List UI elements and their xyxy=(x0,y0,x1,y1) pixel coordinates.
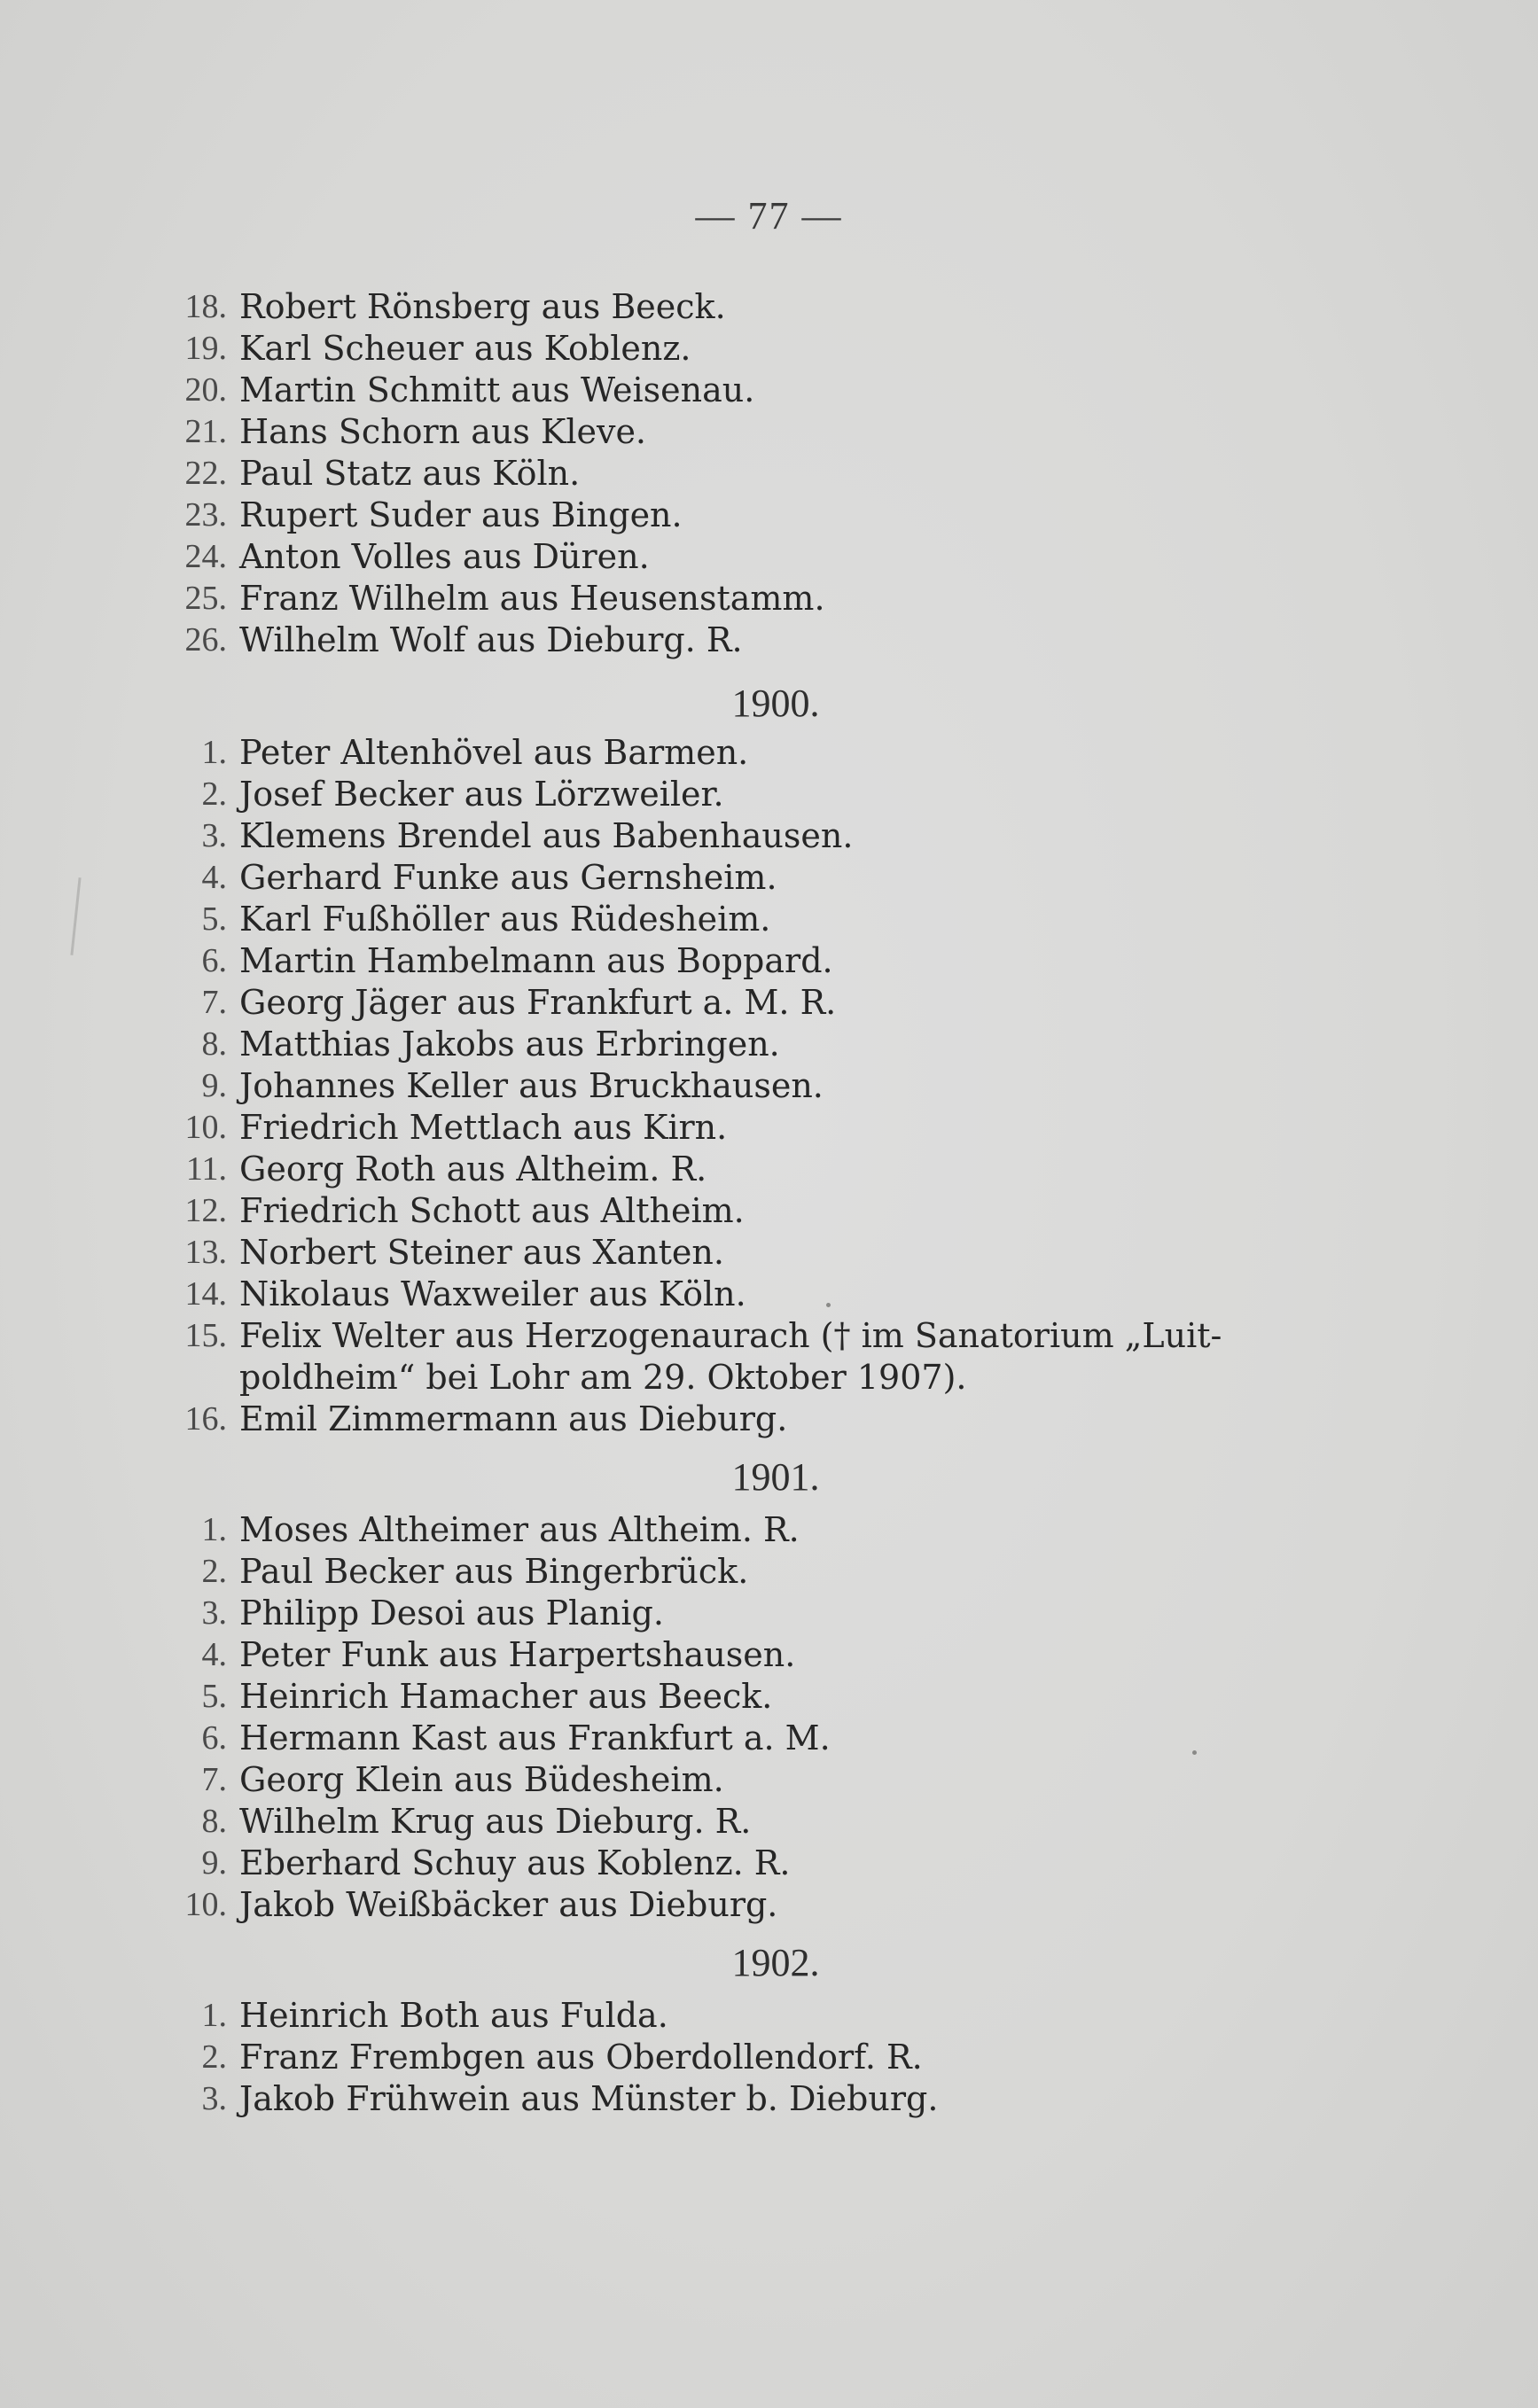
entry-number: 9. xyxy=(201,1067,227,1104)
entry-text: Martin Hambelmann aus Boppard. xyxy=(239,941,833,980)
list-item xyxy=(142,411,1294,453)
entry-number: 5. xyxy=(201,1678,227,1715)
entry-number: 13. xyxy=(184,1234,227,1271)
entry-number: 23. xyxy=(184,496,227,534)
list-item xyxy=(142,982,1294,1024)
list-item xyxy=(142,1884,1294,1926)
entry-text: Peter Funk aus Harpertshausen. xyxy=(239,1635,796,1674)
list-item xyxy=(142,1399,1294,1440)
entry-text: Gerhard Funke aus Gernsheim. xyxy=(239,858,777,897)
entry-text: Philipp Desoi aus Planig. xyxy=(239,1594,664,1633)
entry-text: Martin Schmitt aus Weisenau. xyxy=(239,370,755,409)
entry-text: Josef Becker aus Lörzweiler. xyxy=(239,775,724,814)
entry-text: Felix Welter aus Herzogenaurach († im Sanatorium „Luit- xyxy=(239,1316,1222,1355)
list-item xyxy=(142,453,1294,495)
entry-text: Robert Rönsberg aus Beeck. xyxy=(239,287,726,326)
entry-number: 24. xyxy=(184,538,227,575)
entry-text: Karl Fußhöller aus Rüdesheim. xyxy=(239,900,771,939)
list-item xyxy=(142,732,1294,774)
entry-number: 3. xyxy=(201,817,227,854)
entry-number: 3. xyxy=(201,1594,227,1632)
page-number: — 77 — xyxy=(695,194,843,238)
list-item xyxy=(142,1274,1294,1315)
entry-number: 14. xyxy=(184,1275,227,1313)
entry-text: Wilhelm Wolf aus Dieburg. R. xyxy=(239,620,743,659)
entry-number: 1. xyxy=(201,1997,227,2034)
entry-text: Eberhard Schuy aus Koblenz. R. xyxy=(239,1843,791,1882)
entry-number: 2. xyxy=(201,1553,227,1590)
entry-text: Franz Frembgen aus Oberdollendorf. R. xyxy=(239,2038,923,2077)
entry-number: 12. xyxy=(184,1192,227,1229)
list-item xyxy=(142,1801,1294,1843)
entry-text: Georg Klein aus Büdesheim. xyxy=(239,1760,724,1799)
entry-text: Wilhelm Krug aus Dieburg. R. xyxy=(239,1802,752,1841)
entry-text: Hermann Kast aus Frankfurt a. M. xyxy=(239,1718,831,1757)
entry-text: Friedrich Mettlach aus Kirn. xyxy=(239,1108,728,1147)
entry-number: 16. xyxy=(184,1400,227,1438)
list-item xyxy=(142,857,1294,899)
list-item xyxy=(142,1759,1294,1801)
section-1901 xyxy=(142,1440,1294,1926)
entry-text: Emil Zimmermann aus Dieburg. xyxy=(239,1399,788,1438)
entry-text: poldheim“ bei Lohr am 29. Oktober 1907). xyxy=(239,1358,967,1397)
list-item xyxy=(142,899,1294,940)
entry-text: Heinrich Hamacher aus Beeck. xyxy=(239,1677,773,1716)
entry-text: Hans Schorn aus Kleve. xyxy=(239,412,647,451)
list-item xyxy=(142,1065,1294,1107)
list-item-continuation xyxy=(142,1357,1294,1399)
list-item xyxy=(142,1024,1294,1065)
entry-number: 8. xyxy=(201,1803,227,1840)
entry-number: 1. xyxy=(201,1511,227,1548)
entry-text: Friedrich Schott aus Altheim. xyxy=(239,1191,745,1230)
entry-number: 6. xyxy=(201,942,227,979)
entry-text: Moses Altheimer aus Altheim. R. xyxy=(239,1510,800,1549)
list-item xyxy=(142,940,1294,982)
entry-number: 20. xyxy=(184,371,227,409)
entry-number: 18. xyxy=(184,288,227,325)
list-item xyxy=(142,328,1294,370)
entry-number: 8. xyxy=(201,1025,227,1063)
entry-number: 5. xyxy=(201,900,227,938)
entry-text: Matthias Jakobs aus Erbringen. xyxy=(239,1025,780,1064)
register-list xyxy=(142,286,1294,2120)
list-item xyxy=(142,286,1294,328)
entry-text: Paul Statz aus Köln. xyxy=(239,454,581,493)
list-item xyxy=(142,620,1294,661)
list-item xyxy=(142,1843,1294,1884)
list-item xyxy=(142,536,1294,578)
entry-text: Rupert Suder aus Bingen. xyxy=(239,495,683,534)
entry-number: 26. xyxy=(184,621,227,658)
entry-number: 6. xyxy=(201,1719,227,1757)
year-heading: 1900. xyxy=(731,682,820,725)
entry-number: 4. xyxy=(201,1636,227,1673)
entry-text: Karl Scheuer aus Koblenz. xyxy=(239,329,691,368)
list-item xyxy=(142,1634,1294,1676)
entry-number: 25. xyxy=(184,580,227,617)
entry-number: 9. xyxy=(201,1844,227,1882)
list-item xyxy=(142,495,1294,536)
list-item xyxy=(142,1232,1294,1274)
list-item xyxy=(142,774,1294,815)
list-item xyxy=(142,578,1294,620)
entry-number: 2. xyxy=(201,2038,227,2076)
entry-number: 22. xyxy=(184,455,227,492)
entry-number: 15. xyxy=(184,1317,227,1354)
section-1902 xyxy=(142,1926,1294,2120)
entry-number: 10. xyxy=(184,1886,227,1923)
entry-number: 11. xyxy=(185,1150,227,1188)
entry-text: Klemens Brendel aus Babenhausen. xyxy=(239,816,854,855)
entry-text: Jakob Frühwein aus Münster b. Dieburg. xyxy=(239,2079,939,2118)
entry-number: 21. xyxy=(184,413,227,450)
entry-text: Georg Jäger aus Frankfurt a. M. R. xyxy=(239,983,837,1022)
list-item xyxy=(142,1718,1294,1759)
list-item xyxy=(142,1315,1294,1357)
list-item xyxy=(142,370,1294,411)
margin-mark xyxy=(70,877,81,955)
entry-number: 1. xyxy=(201,734,227,771)
list-item xyxy=(142,1509,1294,1551)
entry-number: 7. xyxy=(201,1761,227,1798)
entry-text: Anton Volles aus Düren. xyxy=(239,537,650,576)
list-item xyxy=(142,1593,1294,1634)
list-item xyxy=(142,1107,1294,1149)
list-item xyxy=(142,2078,1294,2120)
year-heading: 1901. xyxy=(731,1455,820,1499)
entry-text: Georg Roth aus Altheim. R. xyxy=(239,1149,707,1188)
section-continuation xyxy=(142,286,1294,661)
entry-text: Heinrich Both aus Fulda. xyxy=(239,1996,668,2035)
entry-number: 3. xyxy=(201,2080,227,2117)
list-item xyxy=(142,2037,1294,2078)
section-1900 xyxy=(142,661,1294,1440)
entry-text: Franz Wilhelm aus Heusenstamm. xyxy=(239,579,825,618)
entry-number: 2. xyxy=(201,775,227,813)
list-item xyxy=(142,1551,1294,1593)
list-item xyxy=(142,815,1294,857)
entry-number: 19. xyxy=(184,330,227,367)
entry-text: Johannes Keller aus Bruckhausen. xyxy=(239,1066,824,1105)
entry-text: Norbert Steiner aus Xanten. xyxy=(239,1233,724,1272)
entry-text: Jakob Weißbäcker aus Dieburg. xyxy=(239,1885,778,1924)
list-item xyxy=(142,1676,1294,1718)
entry-number: 4. xyxy=(201,859,227,896)
list-item xyxy=(142,1149,1294,1190)
entry-text: Peter Altenhövel aus Barmen. xyxy=(239,733,749,772)
entry-text: Nikolaus Waxweiler aus Köln. xyxy=(239,1274,746,1313)
entry-text: Paul Becker aus Bingerbrück. xyxy=(239,1552,749,1591)
entry-number: 7. xyxy=(201,984,227,1021)
list-item xyxy=(142,1995,1294,2037)
list-item xyxy=(142,1190,1294,1232)
year-heading: 1902. xyxy=(731,1941,820,1984)
entry-number: 10. xyxy=(184,1109,227,1146)
